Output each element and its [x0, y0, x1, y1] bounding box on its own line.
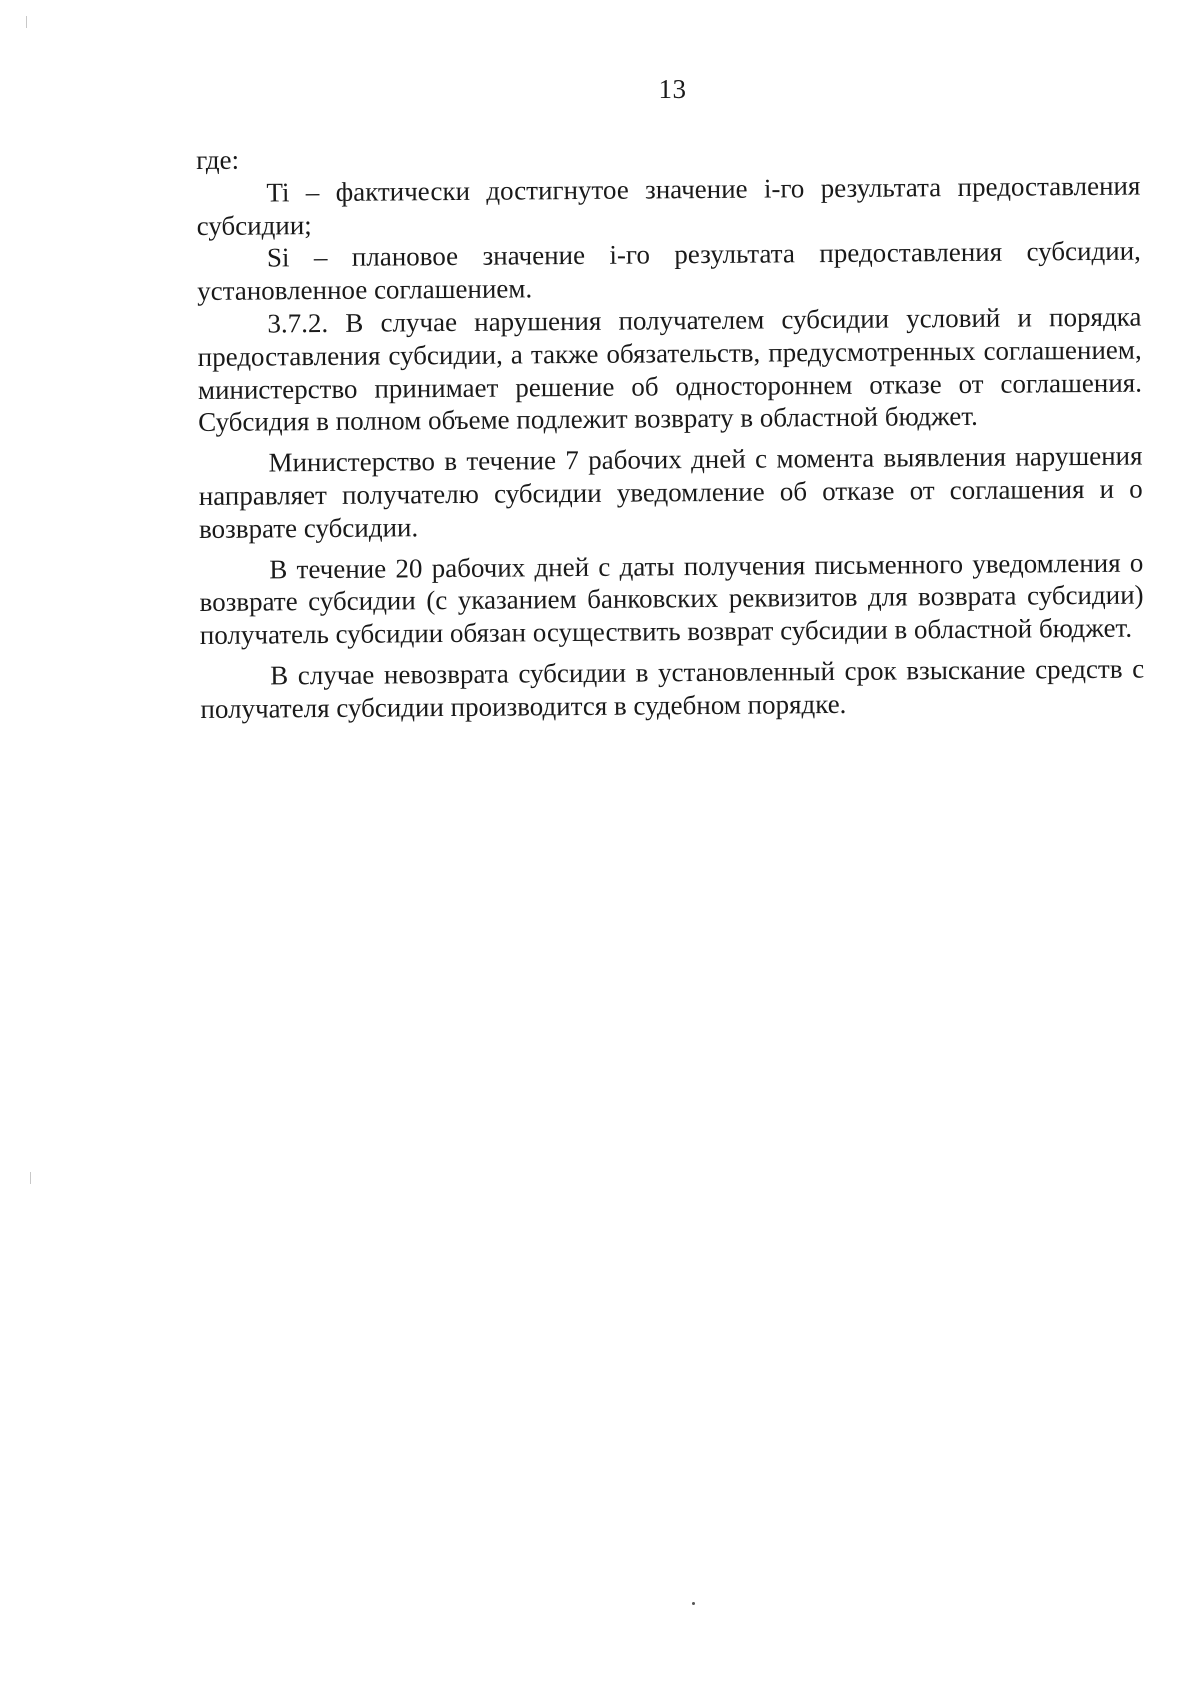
paragraph-si-definition: Si – плановое значение i-го результата предоставления субсидии, установленное соглашением. [197, 235, 1141, 307]
document-body [196, 137, 1145, 726]
scan-margin-mark [30, 1172, 31, 1184]
paragraph-ti-definition: Ti – фактически достигнутое значение i-го результата предоставления субсидии; [196, 170, 1141, 241]
paragraph-ministry-notice: Министерство в течение 7 рабочих дней с момента выявления нарушения направляет получателю субсидии уведомление об отказе от соглашения и о возврате субсидии. [198, 440, 1143, 544]
paragraph-3-7-2: 3.7.2. В случае нарушения получателем субсидии условий и порядка предоставления субсидии, а также обязательств, предусмотренных соглашением, министерство принимает решение об одностороннем отказе от соглашения. Субсидия в полном объеме подлежит возврату в областной бюджет. [197, 301, 1143, 438]
paragraph-where: где: [196, 144, 240, 175]
paragraph-court-recovery: В случае невозврата субсидии в установленный срок взыскание средств с получателя субсидии производится в судебном порядке. [200, 653, 1145, 724]
paragraph-return-deadline: В течение 20 рабочих дней с даты получения письменного уведомления о возврате субсидии (с указанием банковских реквизитов для возврата субсидии) получатель субсидии обязан осуществить возврат субсидии в областной бюджет. [199, 547, 1144, 651]
scan-margin-mark [26, 16, 27, 28]
page-number: 13 [658, 74, 687, 104]
scan-speck [692, 1602, 695, 1605]
